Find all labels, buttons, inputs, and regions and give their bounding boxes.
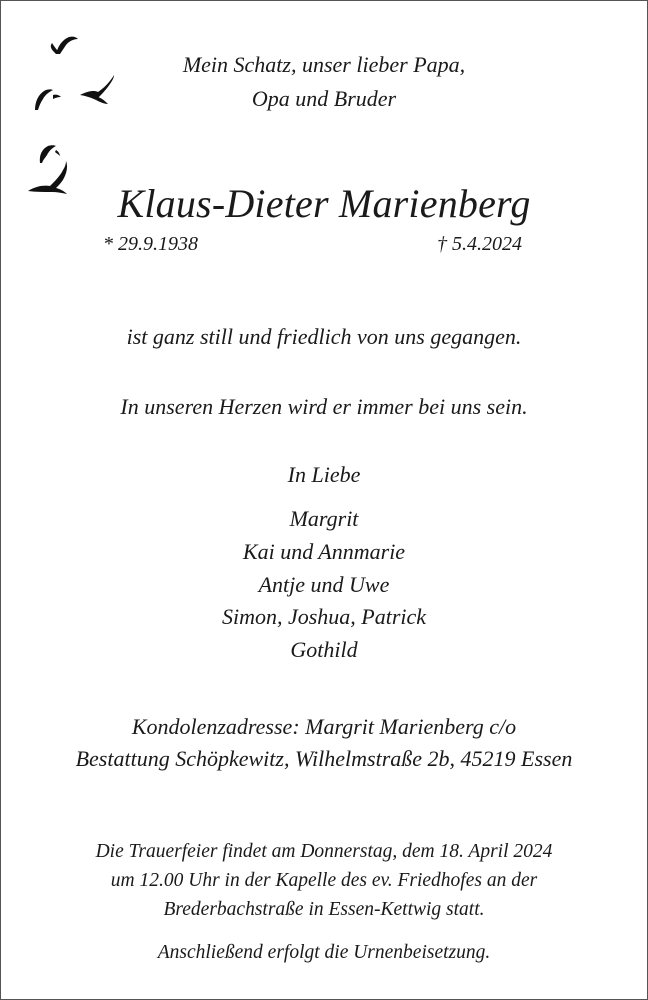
intro-line-2: Opa und Bruder <box>251 86 397 111</box>
message-line-1: ist ganz still und friedlich von uns gegangen. <box>126 324 522 349</box>
mourner-name: Gothild <box>290 637 358 662</box>
mourner-name: Simon, Joshua, Patrick <box>221 604 427 629</box>
message-line-2: In unseren Herzen wird er immer bei uns sein. <box>120 394 528 419</box>
intro-line-1: Mein Schatz, unser lieber Papa, <box>182 52 466 77</box>
mourner-name: Margrit <box>289 506 359 531</box>
funeral-info-line-1: Die Trauerfeier findet am Donnerstag, dem 18. April 2024 <box>95 841 553 862</box>
birth-date: * 29.9.1938 <box>103 233 198 255</box>
death-date: † 5.4.2024 <box>437 233 522 255</box>
funeral-info-line-3: Brederbachstraße in Essen-Kettwig statt. <box>163 899 485 920</box>
bird-icon <box>40 145 56 163</box>
deceased-name: Klaus-Dieter Marienberg <box>117 181 531 226</box>
condolence-address-line-1: Kondolenzadresse: Margrit Marienberg c/o <box>131 714 517 739</box>
condolence-address-line-2: Bestattung Schöpkewitz, Wilhelmstraße 2b, 45219 Essen <box>75 746 573 771</box>
in-love-line: In Liebe <box>287 462 361 487</box>
funeral-info-line-2: um 12.00 Uhr in der Kapelle des ev. Friedhofes an der <box>110 870 538 891</box>
bird-icon <box>55 150 60 156</box>
mourner-name: Antje und Uwe <box>258 572 390 597</box>
mourner-name: Kai und Annmarie <box>242 539 406 564</box>
closing-line: Anschließend erfolgt die Urnenbeisetzung. <box>157 942 491 963</box>
